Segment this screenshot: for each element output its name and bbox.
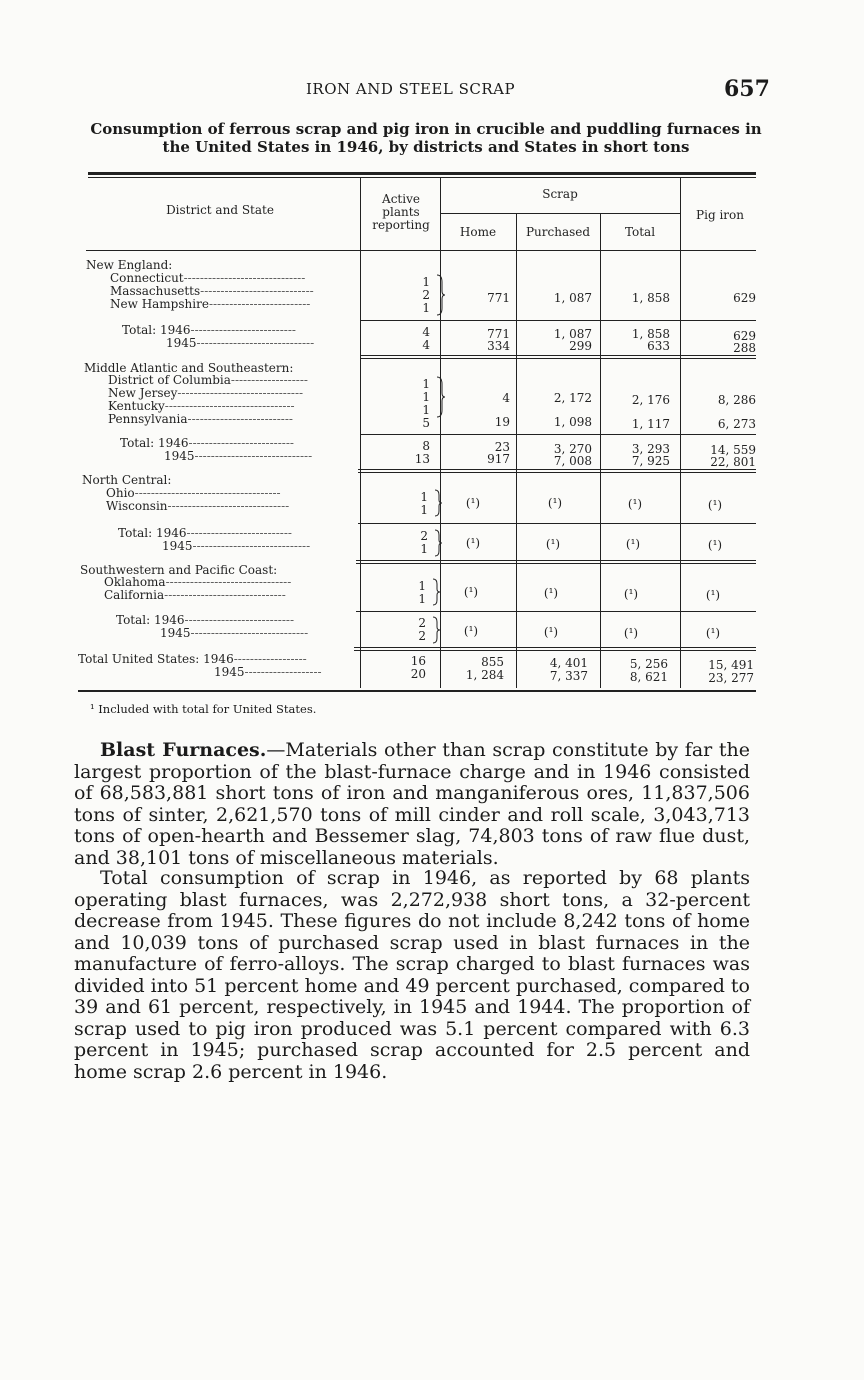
footnote-marker: (¹) xyxy=(627,497,643,511)
state-row: Pennsylvania-------------------------- xyxy=(108,412,293,426)
state-row: Massachusetts---------------------------- xyxy=(110,284,314,298)
total-cell: 1, 858 xyxy=(631,291,670,305)
footnote-marker: (¹) xyxy=(707,498,723,512)
header-plants xyxy=(362,193,440,232)
running-head xyxy=(0,76,864,104)
brace-icon xyxy=(432,616,442,644)
state-row: Wisconsin------------------------------ xyxy=(106,499,290,513)
purchased-cell: 7, 337 xyxy=(549,669,588,683)
total-label: Total: 1946 xyxy=(118,526,187,540)
pig-iron-cell: 15, 491 xyxy=(708,658,754,672)
section-southwestern-pacific: Southwestern and Pacific Coast: xyxy=(80,563,278,577)
state-name: Pennsylvania xyxy=(108,412,188,426)
home-cell: 4 xyxy=(502,391,510,405)
section-double-rule xyxy=(354,650,756,651)
purchased-cell: 2, 172 xyxy=(553,391,592,405)
state-row: New Hampshire------------------------- xyxy=(110,297,311,311)
header-bottom-rule xyxy=(86,250,756,251)
section-double-rule xyxy=(360,355,756,356)
header-plants-line3: reporting xyxy=(372,218,430,232)
table-top-rule xyxy=(88,172,756,175)
state-name: Ohio xyxy=(106,486,135,500)
paragraph-total-consumption: Total consumption of scrap in 1946, as reported by 68 plants operating blast furnaces, was 2,272,938 short tons, a 32-percent decrease from 1945. These figures do not include 8,242 tons of home and 10,039 tons of purchased scrap used in blast furnaces in the manufacture of ferro-alloys. The scrap charged to blast furnaces was divided into 51 percent home and 49 percent purchased, compared to 39 and 61 percent, respectively, in 1945 and 1944. The proportion of scrap used to pig iron produced was 5.1 percent compared with 6.3 percent in 1945; purchased scrap accounted for 2.5 percent and home scrap 2.6 percent in 1946. xyxy=(74,867,750,1083)
state-row: California------------------------------ xyxy=(104,588,286,602)
section-double-rule xyxy=(358,469,756,470)
footnote-marker: (¹) xyxy=(623,587,639,601)
plants-cell: 1 xyxy=(418,592,426,606)
total-row-label: 1945----------------------------- xyxy=(166,336,315,350)
pig-iron-cell: 288 xyxy=(733,341,756,355)
header-total: Total xyxy=(624,225,656,239)
row-rule xyxy=(358,523,756,524)
section-north-central: North Central: xyxy=(82,473,172,487)
total-year: 1945 xyxy=(166,336,197,350)
plants-cell: 1 xyxy=(418,579,426,593)
plants-cell: 2 xyxy=(418,616,426,630)
footnote-marker: (¹) xyxy=(705,588,721,602)
footnote-marker: (¹) xyxy=(707,538,723,552)
section-middle-atlantic: Middle Atlantic and Southeastern: xyxy=(84,361,294,375)
plants-cell: 2 xyxy=(422,288,430,302)
footnote-marker: (¹) xyxy=(543,586,559,600)
footnote-marker: (¹) xyxy=(623,626,639,640)
total-row-label: Total: 1946-------------------------- xyxy=(118,526,292,540)
state-row: Oklahoma------------------------------- xyxy=(104,575,292,589)
purchased-cell: 1, 087 xyxy=(553,291,592,305)
grand-total-label: Total United States: 1946------------------ xyxy=(78,652,307,666)
purchased-cell: 7, 008 xyxy=(553,454,592,468)
footnote-marker: (¹) xyxy=(547,496,563,510)
plants-cell: 1 xyxy=(420,503,428,517)
purchased-cell: 1, 098 xyxy=(553,415,592,429)
purchased-cell: 3, 270 xyxy=(553,442,592,456)
plants-cell: 4 xyxy=(422,338,430,352)
section-double-rule xyxy=(358,472,756,473)
home-cell: 855 xyxy=(481,655,504,669)
pig-iron-cell: 14, 559 xyxy=(710,443,756,457)
plants-cell: 1 xyxy=(422,377,430,391)
total-cell: 3, 293 xyxy=(631,442,670,456)
page-number: 657 xyxy=(724,76,770,102)
plants-cell: 2 xyxy=(420,529,428,543)
footnote-marker: (¹) xyxy=(463,585,479,599)
header-scrap: Scrap xyxy=(542,187,578,201)
grand-total-label: 1945------------------- xyxy=(214,665,322,679)
footnote-marker: (¹) xyxy=(543,625,559,639)
purchased-cell: 299 xyxy=(569,339,592,353)
plants-cell: 20 xyxy=(410,667,426,681)
header-plants-line1: Active xyxy=(382,192,420,206)
header-district: District and State xyxy=(166,203,274,217)
footnote-marker: (¹) xyxy=(545,537,561,551)
pig-iron-cell: 23, 277 xyxy=(708,671,754,685)
state-name: Massachusetts xyxy=(110,284,201,298)
total-row-label: Total: 1946-------------------------- xyxy=(120,436,294,450)
plants-cell: 1 xyxy=(420,542,428,556)
home-cell: 771 xyxy=(487,327,510,341)
footnote-marker: (¹) xyxy=(465,536,481,550)
plants-cell: 1 xyxy=(422,275,430,289)
header-home: Home xyxy=(459,225,497,239)
grand-total-year: 1945 xyxy=(214,665,245,679)
total-cell: 5, 256 xyxy=(629,657,668,671)
state-name: California xyxy=(104,588,165,602)
total-year: 1945 xyxy=(164,449,195,463)
brace-icon xyxy=(436,376,446,418)
total-year: 1945 xyxy=(160,626,191,640)
home-cell: 19 xyxy=(494,415,510,429)
grand-total-text: Total United States: 1946 xyxy=(78,652,234,666)
home-cell: 334 xyxy=(487,339,510,353)
footnote-marker: (¹) xyxy=(705,626,721,640)
pig-iron-cell: 6, 273 xyxy=(717,417,756,431)
brace-icon xyxy=(434,529,444,557)
header-purchased: Purchased xyxy=(525,225,591,239)
row-rule xyxy=(360,434,756,435)
purchased-cell: 1, 087 xyxy=(553,327,592,341)
state-name: District of Columbia xyxy=(108,373,231,387)
table-top-rule-thin xyxy=(88,177,756,178)
total-cell: 633 xyxy=(647,339,670,353)
total-row-label: 1945----------------------------- xyxy=(162,539,311,553)
total-row-label: 1945----------------------------- xyxy=(160,626,309,640)
col-divider-3 xyxy=(516,214,517,688)
state-name: New Jersey xyxy=(108,386,178,400)
pig-iron-cell: 629 xyxy=(733,329,756,343)
total-cell: 2, 176 xyxy=(631,393,670,407)
section-double-rule xyxy=(354,647,756,648)
brace-icon xyxy=(432,578,442,606)
state-name: Wisconsin xyxy=(106,499,168,513)
total-cell: 1, 117 xyxy=(631,417,670,431)
state-name: Connecticut xyxy=(110,271,184,285)
total-row-label: 1945----------------------------- xyxy=(164,449,313,463)
section-new-england: New England: xyxy=(86,258,173,272)
brace-icon xyxy=(434,489,444,517)
pig-iron-cell: 8, 286 xyxy=(717,393,756,407)
state-name: New Hampshire xyxy=(110,297,209,311)
section-double-rule xyxy=(356,560,756,561)
plants-cell: 1 xyxy=(422,403,430,417)
total-label: Total: 1946 xyxy=(120,436,189,450)
home-cell: 771 xyxy=(487,291,510,305)
row-rule xyxy=(360,320,756,321)
footnote-marker: (¹) xyxy=(625,537,641,551)
section-double-rule xyxy=(360,358,756,359)
paragraph-heading: Blast Furnaces. xyxy=(100,739,267,761)
table-bottom-rule xyxy=(78,690,756,692)
state-row: Ohio------------------------------------ xyxy=(106,486,281,500)
state-row: New Jersey------------------------------- xyxy=(108,386,304,400)
state-name: Kentucky xyxy=(108,399,165,413)
row-rule xyxy=(356,611,756,612)
total-cell: 8, 621 xyxy=(629,670,668,684)
footnote-marker: (¹) xyxy=(465,496,481,510)
total-cell: 1, 858 xyxy=(631,327,670,341)
plants-cell: 2 xyxy=(418,629,426,643)
state-row: Kentucky-------------------------------- xyxy=(108,399,295,413)
state-name: Oklahoma xyxy=(104,575,166,589)
plants-cell: 8 xyxy=(422,439,430,453)
plants-cell: 1 xyxy=(420,490,428,504)
table-footnote: ¹ Included with total for United States. xyxy=(90,702,317,716)
table-caption: Consumption of ferrous scrap and pig iron in crucible and puddling furnaces in the United States in 1946, by districts and States in short tons xyxy=(90,120,762,156)
footnote-marker: (¹) xyxy=(463,624,479,638)
plants-cell: 13 xyxy=(414,452,430,466)
plants-cell: 5 xyxy=(422,416,430,430)
paragraph-blast-furnaces xyxy=(74,740,750,869)
total-label: Total: 1946 xyxy=(116,613,185,627)
purchased-cell: 4, 401 xyxy=(549,656,588,670)
plants-cell: 16 xyxy=(410,654,426,668)
plants-cell: 1 xyxy=(422,301,430,315)
home-cell: 23 xyxy=(494,440,510,454)
plants-cell: 4 xyxy=(422,325,430,339)
brace-icon xyxy=(436,274,446,316)
running-head-title: IRON AND STEEL SCRAP xyxy=(306,80,516,98)
header-plants-line2: plants xyxy=(382,205,420,219)
header-pig-iron: Pig iron xyxy=(696,208,744,222)
paragraph-text: —Materials other than scrap constitute by far the largest proportion of the blast-furnace charge and in 1946 consisted of 68,583,881 short tons of iron and manganiferous ores, 11,837,506 tons of sinter, 2,621,570 tons of mill cinder and roll scale, 3,043,713 tons of open-hearth and Bessemer slag, 74,803 tons of raw flue dust, and 38,101 tons of miscellaneous materials. xyxy=(74,739,750,869)
plants-cell: 1 xyxy=(422,390,430,404)
home-cell: 1, 284 xyxy=(465,668,504,682)
state-row: District of Columbia------------------- xyxy=(108,373,308,387)
total-label: Total: 1946 xyxy=(122,323,191,337)
home-cell: 917 xyxy=(487,452,510,466)
pig-iron-cell: 22, 801 xyxy=(710,455,756,469)
total-row-label: Total: 1946-------------------------- xyxy=(122,323,296,337)
total-cell: 7, 925 xyxy=(631,454,670,468)
total-row-label: Total: 1946--------------------------- xyxy=(116,613,294,627)
total-year: 1945 xyxy=(162,539,193,553)
pig-iron-cell: 629 xyxy=(733,291,756,305)
col-divider-4 xyxy=(600,214,601,688)
header-scrap-rule xyxy=(440,213,680,214)
section-double-rule xyxy=(356,563,756,564)
state-row: Connecticut------------------------------ xyxy=(110,271,306,285)
